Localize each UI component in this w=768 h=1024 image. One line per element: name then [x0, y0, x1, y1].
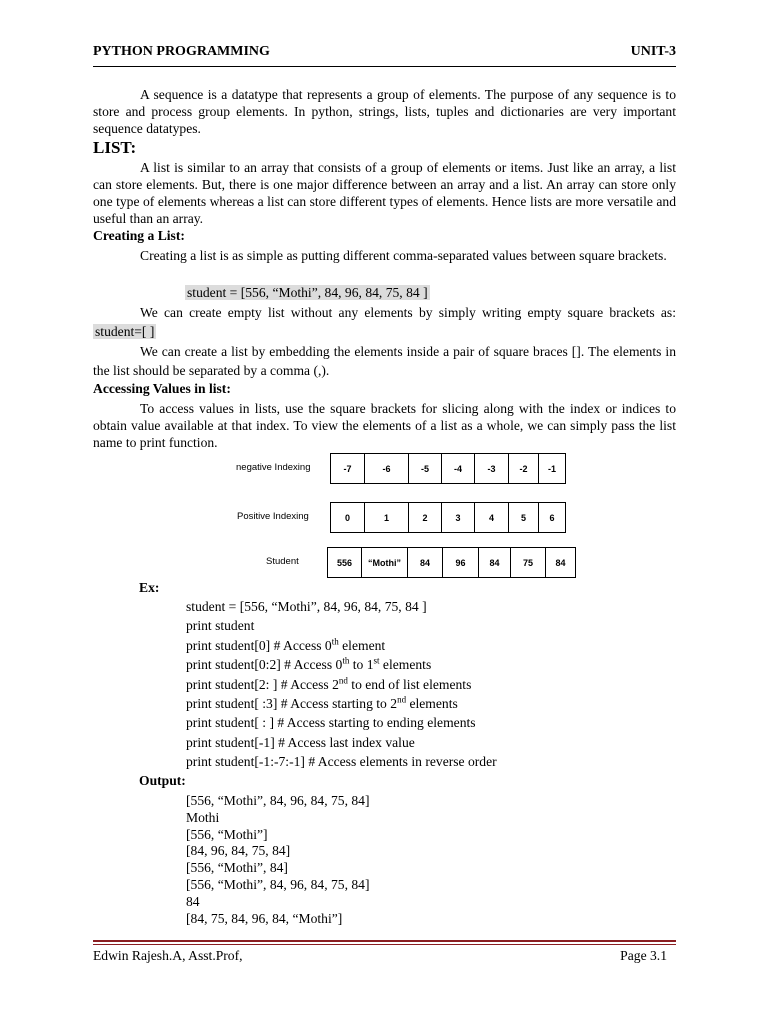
ex-code-line — [186, 753, 497, 772]
footer-author: Edwin Rajesh.A, Asst.Prof, — [93, 948, 243, 963]
output-block — [186, 792, 370, 926]
ex-code-text: to end of list elements — [347, 676, 472, 692]
creating-heading: Creating a List: — [93, 228, 185, 243]
negative-index-cell: -6 — [364, 453, 409, 484]
creating-code: student = [556, “Mothi”, 84, 96, 84, 75, 84 ] — [187, 285, 428, 300]
ex-code-text: elements — [379, 657, 432, 673]
header-unit: UNIT-3 — [630, 44, 676, 59]
ex-code-line — [186, 695, 497, 714]
empty-paragraph — [93, 303, 676, 341]
output-line: [556, “Mothi”, 84, 96, 84, 75, 84] — [186, 793, 370, 808]
ex-code-text: element — [338, 637, 386, 653]
positive-index-cell: 4 — [474, 502, 509, 533]
student-value-cell: 84 — [545, 547, 576, 578]
intro-paragraph: A sequence is a datatype that represents a group of elements. The purpose of any sequence is to store and process group elements. In python, strings, lists, tuples and dictionaries are very important sequence datatypes. — [93, 87, 676, 136]
creating-paragraph: Creating a list is as simple as putting different comma-separated values between square brackets. — [140, 248, 667, 263]
output-line: 84 — [186, 893, 200, 909]
ex-code-line — [186, 637, 497, 656]
ex-code-line — [186, 676, 497, 695]
output-line: [84, 96, 84, 75, 84] — [186, 843, 291, 859]
ex-code-text: print student[0:2] # Access 0 — [186, 657, 343, 673]
ex-code-text: elements — [406, 695, 458, 711]
output-line: [556, “Mothi”] — [186, 826, 268, 842]
ex-code-text: print student[ :3] # Access starting to 2 — [186, 695, 398, 711]
student-value-cell: 75 — [510, 547, 546, 578]
positive-index-cell: 3 — [441, 502, 475, 533]
header-rule — [93, 66, 676, 67]
output-line: [84, 75, 84, 96, 84, “Mothi”] — [186, 910, 343, 926]
student-value-cell: “Mothi” — [361, 547, 408, 578]
ex-label: Ex: — [139, 580, 160, 595]
negative-index-row — [330, 453, 566, 484]
student-value-cell: 84 — [407, 547, 443, 578]
positive-index-cell: 2 — [408, 502, 442, 533]
ex-code-line — [186, 734, 497, 753]
empty-paragraph-text: We can create empty list without any elements by simply writing empty square brackets as: — [140, 305, 676, 320]
ex-code-superscript: th — [331, 636, 339, 647]
header-title: PYTHON PROGRAMMING — [93, 44, 270, 59]
student-value-cell: 84 — [478, 547, 511, 578]
ex-code-line — [186, 656, 497, 675]
accessing-paragraph: To access values in lists, use the square brackets for slicing along with the index or indices to obtain value available at that index. To view the elements of a list as a whole, we can simply pass the list name to print function. — [93, 401, 676, 450]
list-heading: LIST: — [93, 138, 137, 157]
positive-indexing-label: Positive Indexing — [237, 511, 309, 522]
embed-paragraph: We can create a list by embedding the elements inside a pair of square braces []. The elements in the list should be separated by a comma (,). — [93, 344, 676, 378]
footer-page-number: Page 3.1 — [620, 948, 667, 963]
output-line: [556, “Mothi”, 84, 96, 84, 75, 84] — [186, 876, 370, 892]
footer-rule-thin — [93, 944, 676, 945]
negative-index-cell: -2 — [508, 453, 539, 484]
list-paragraph: A list is similar to an array that consists of a group of elements or items. Just like an array, a list can store elements. But, there is one major difference between an array and a list. An array can store only one type of elements whereas a list can store different types of elements. Hence lists are more versatile and useful than an array. — [93, 160, 676, 226]
output-label: Output: — [139, 773, 186, 788]
ex-code-text: print student[-1:-7:-1] # Access elements in reverse order — [186, 754, 497, 770]
negative-index-cell: -1 — [538, 453, 566, 484]
positive-index-row — [330, 502, 566, 533]
ex-code-superscript: st — [373, 655, 380, 666]
positive-index-cell: 5 — [508, 502, 539, 533]
ex-code-line — [186, 617, 497, 636]
ex-code-text: student = [556, “Mothi”, 84, 96, 84, 75, 84 ] — [186, 599, 427, 614]
ex-code-text: print student[-1] # Access last index value — [186, 734, 415, 750]
ex-code-block — [186, 598, 497, 773]
student-value-cell: 96 — [442, 547, 479, 578]
positive-index-cell: 6 — [538, 502, 566, 533]
output-line: Mothi — [186, 809, 220, 825]
ex-code-text: print student — [186, 618, 255, 634]
positive-index-cell: 1 — [364, 502, 409, 533]
negative-index-cell: -4 — [441, 453, 475, 484]
ex-code-superscript: th — [342, 655, 350, 666]
ex-code-superscript: nd — [397, 694, 407, 705]
ex-code-line — [186, 598, 497, 617]
ex-code-text: to 1 — [349, 657, 374, 673]
empty-code: student=[ ] — [95, 324, 155, 339]
positive-index-cell: 0 — [330, 502, 365, 533]
ex-code-text: print student[0] # Access 0 — [186, 637, 332, 653]
ex-code-superscript: nd — [338, 675, 348, 686]
student-value-cell: 556 — [327, 547, 362, 578]
student-row — [327, 547, 576, 578]
footer-rule — [93, 940, 676, 942]
negative-index-cell: -7 — [330, 453, 365, 484]
ex-code-line — [186, 714, 497, 733]
output-line: [556, “Mothi”, 84] — [186, 860, 288, 876]
negative-index-cell: -5 — [408, 453, 442, 484]
student-label: Student — [266, 556, 299, 567]
negative-indexing-label: negative Indexing — [236, 462, 311, 473]
ex-code-text: print student[ : ] # Access starting to ending elements — [186, 715, 476, 731]
ex-code-text: print student[2: ] # Access 2 — [186, 676, 339, 692]
accessing-heading: Accessing Values in list: — [93, 381, 231, 396]
negative-index-cell: -3 — [474, 453, 509, 484]
